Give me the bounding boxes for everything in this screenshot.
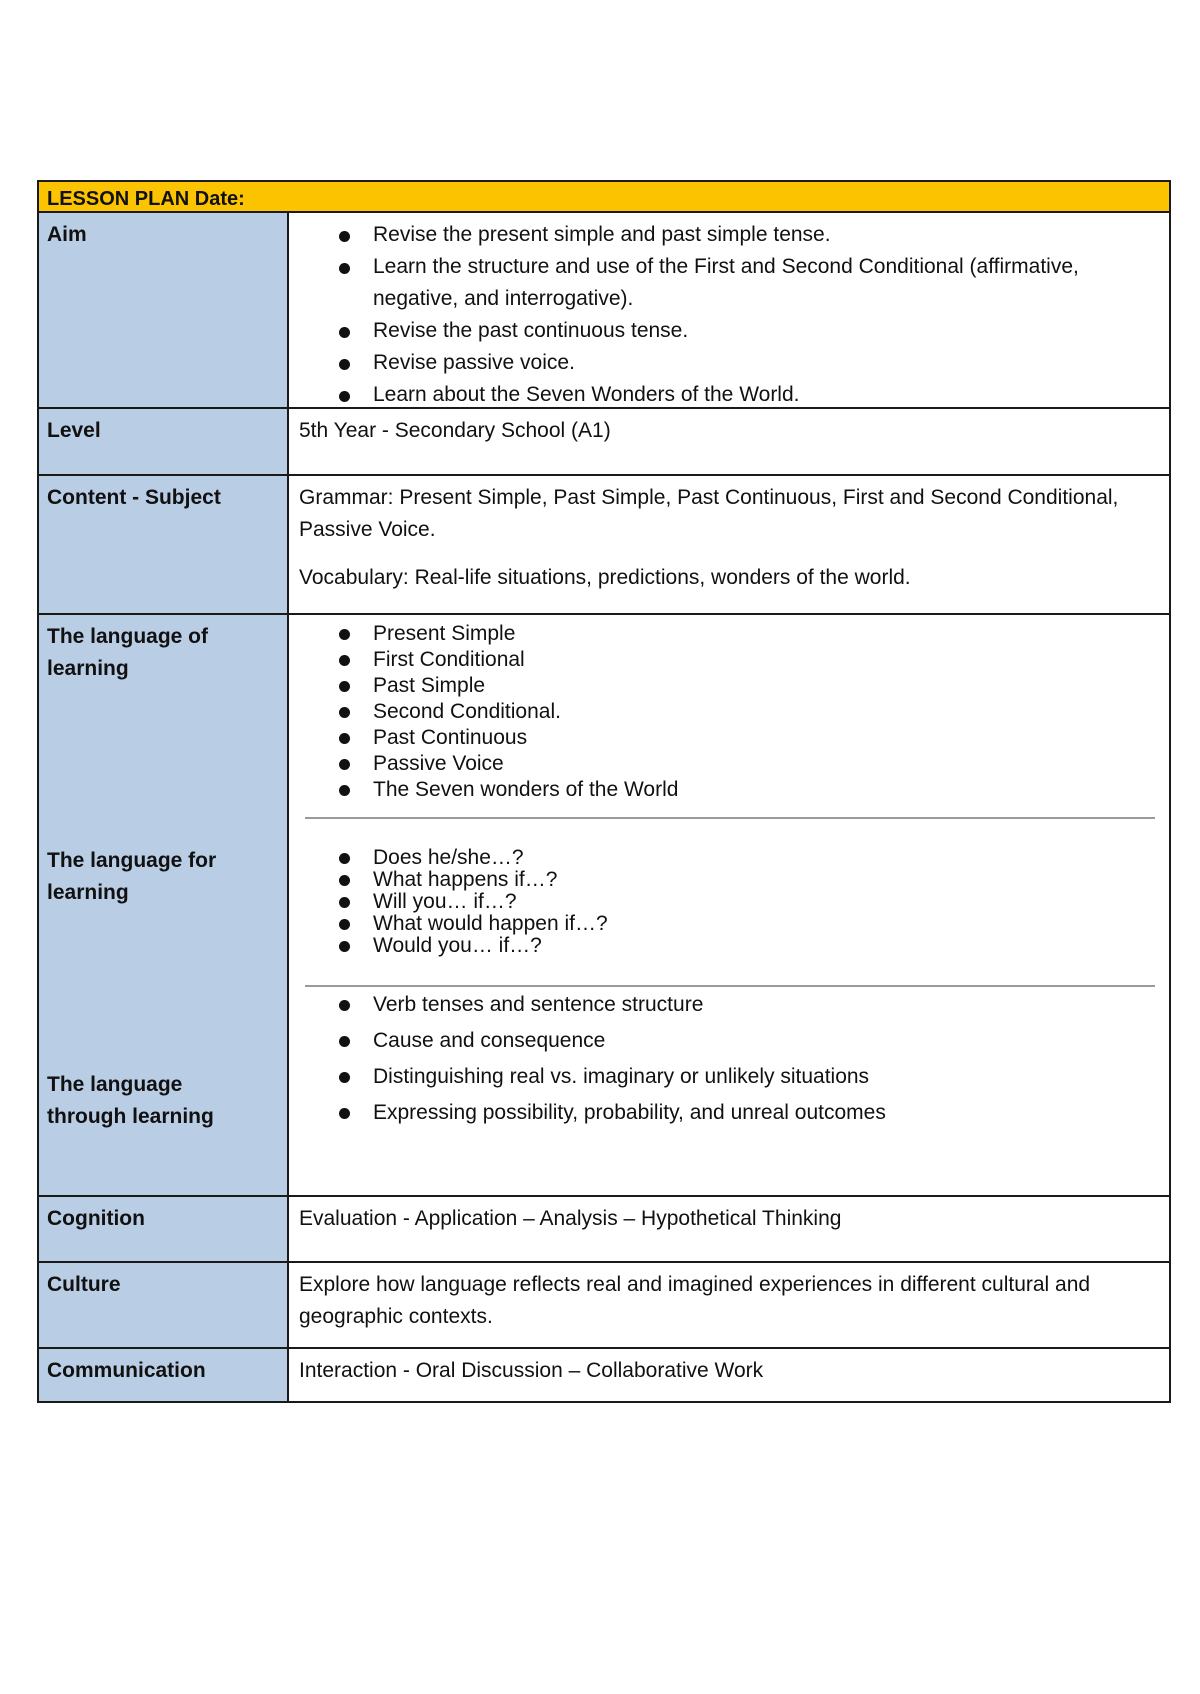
- list-item: What happens if…?: [339, 869, 1159, 891]
- communication-content: [289, 1349, 1169, 1401]
- list-item: Present Simple: [339, 621, 1159, 647]
- row-aim: [39, 213, 1169, 409]
- cognition-text: Evaluation - Application – Analysis – Hypothetical Thinking: [299, 1207, 842, 1230]
- list-item: Cause and consequence: [339, 1023, 1159, 1059]
- list-item: What would happen if…?: [339, 913, 1159, 935]
- communication-label: Communication: [39, 1349, 289, 1401]
- language-for-learning-label: The language for learning: [47, 849, 217, 904]
- list-item: Past Simple: [339, 673, 1159, 699]
- list-item: Learn about the Seven Wonders of the World.: [339, 379, 1159, 411]
- row-language: [39, 615, 1169, 1197]
- list-item: Passive Voice: [339, 751, 1159, 777]
- list-item: Revise passive voice.: [339, 347, 1159, 379]
- content-subject-label: Content - Subject: [39, 476, 289, 613]
- lesson-plan-header: [39, 182, 1169, 213]
- communication-text: Interaction - Oral Discussion – Collaborative Work: [299, 1359, 764, 1382]
- lesson-plan-title: LESSON PLAN Date:: [47, 188, 245, 210]
- lesson-plan-table: [37, 180, 1171, 1403]
- level-label: Level: [39, 409, 289, 474]
- row-culture: [39, 1263, 1169, 1349]
- cognition-content: [289, 1197, 1169, 1261]
- aim-label: Aim: [39, 213, 289, 407]
- culture-label: Culture: [39, 1263, 289, 1347]
- list-item: Revise the present simple and past simple tense.: [339, 219, 1159, 251]
- language-content: [289, 615, 1169, 1195]
- row-communication: [39, 1349, 1169, 1401]
- list-item: Past Continuous: [339, 725, 1159, 751]
- row-cognition: [39, 1197, 1169, 1263]
- list-item: Verb tenses and sentence structure: [339, 987, 1159, 1023]
- content-subject-content: [289, 476, 1169, 613]
- cognition-label: Cognition: [39, 1197, 289, 1261]
- list-item: The Seven wonders of the World: [339, 777, 1159, 803]
- list-item: First Conditional: [339, 647, 1159, 673]
- section-divider: [305, 817, 1155, 819]
- list-item: Learn the structure and use of the First and Second Conditional (affirmative, negative, and interrogative).: [339, 251, 1159, 315]
- vocabulary-text: Vocabulary: Real-life situations, predictions, wonders of the world.: [299, 566, 911, 589]
- level-text: 5th Year - Secondary School (A1): [299, 419, 611, 442]
- grammar-text: Grammar: Present Simple, Past Simple, Past Continuous, First and Second Conditional, Passive Voice.: [299, 486, 1119, 541]
- list-item: Second Conditional.: [339, 699, 1159, 725]
- language-of-learning-list: [299, 621, 1159, 801]
- list-item: Does he/she…?: [339, 847, 1159, 869]
- language-of-learning-label: The language of learning: [47, 625, 209, 680]
- language-through-learning-list: [299, 987, 1159, 1131]
- culture-content: [289, 1263, 1169, 1347]
- language-through-learning-label: The language through learning: [47, 1073, 214, 1128]
- list-item: Expressing possibility, probability, and unreal outcomes: [339, 1095, 1159, 1131]
- culture-text: Explore how language reflects real and imagined experiences in different cultural and geographic contexts.: [299, 1273, 1091, 1328]
- level-content: [289, 409, 1169, 474]
- language-labels: [39, 615, 289, 1195]
- list-item: Would you… if…?: [339, 935, 1159, 957]
- row-level: [39, 409, 1169, 476]
- row-content-subject: [39, 476, 1169, 615]
- list-item: Will you… if…?: [339, 891, 1159, 913]
- list-item: Revise the past continuous tense.: [339, 315, 1159, 347]
- aim-content: [289, 213, 1169, 407]
- aim-list: [299, 219, 1159, 411]
- language-for-learning-list: [299, 847, 1159, 985]
- list-item: Distinguishing real vs. imaginary or unlikely situations: [339, 1059, 1159, 1095]
